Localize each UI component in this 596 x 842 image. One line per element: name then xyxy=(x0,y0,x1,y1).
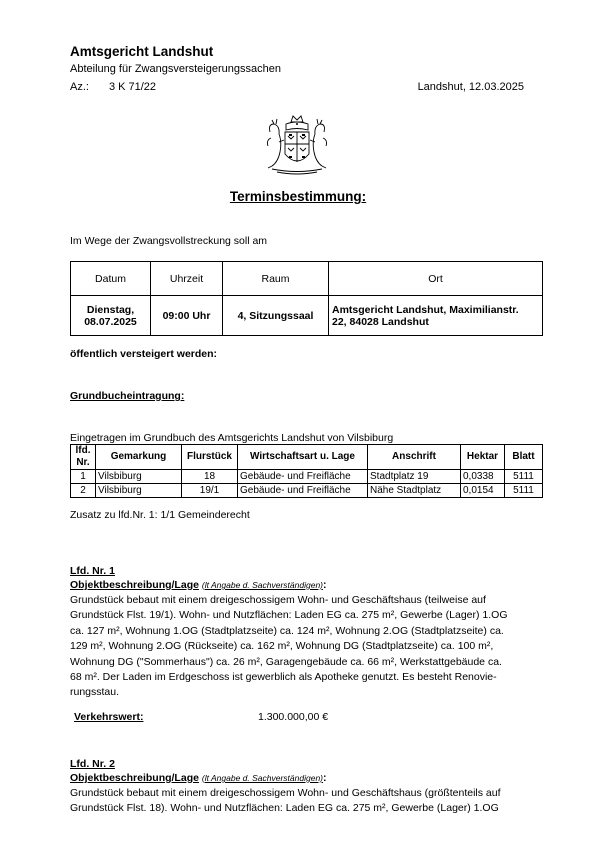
cell-blatt: 5111 xyxy=(505,484,543,498)
cell-hektar: 0,0154 xyxy=(461,484,505,498)
page-title: Terminsbestimmung: xyxy=(229,189,367,204)
cell-lfd: 2 xyxy=(71,484,96,498)
location-line-2: 22, 84028 Landshut xyxy=(332,315,429,328)
grundbuch-table xyxy=(70,444,543,498)
appointment-time: 09:00 Uhr xyxy=(151,296,223,336)
description-line: Grundstück bebaut mit einem dreigeschossigem Wohn- und Geschäftshaus (größtenteils auf xyxy=(70,787,501,799)
header-flurstueck: Flurstück xyxy=(182,445,238,470)
department: Abteilung für Zwangsversteigerungssachen xyxy=(70,63,281,75)
lfd-nr-2-heading: Lfd. Nr. 2 xyxy=(70,758,115,770)
appointment-row xyxy=(71,296,543,336)
description-line: Grundstück Flst. 18). Wohn- und Nutzflächen: Laden EG ca. 275 m², Gewerbe (Lager) 1.OG xyxy=(70,802,499,815)
lfd-1-object-label xyxy=(70,579,327,591)
verkehrswert-value: 1.300.000,00 € xyxy=(258,711,329,723)
cell-blatt: 5111 xyxy=(505,470,543,484)
cell-flurstueck: 18 xyxy=(182,470,238,484)
appointment-location xyxy=(329,296,543,336)
object-colon: : xyxy=(323,772,327,784)
header-gemarkung: Gemarkung xyxy=(96,445,182,470)
cell-hektar: 0,0338 xyxy=(461,470,505,484)
description-line: rungsstau. xyxy=(70,686,120,699)
table-row xyxy=(71,470,543,484)
header-lfd-nr xyxy=(71,445,96,470)
description-line: Grundstück bebaut mit einem dreigeschossigem Wohn- und Geschäftshaus (teilweise auf xyxy=(70,594,486,606)
az-value: 3 K 71/22 xyxy=(108,81,157,93)
grundbuch-header-row xyxy=(71,445,543,470)
court-name: Amtsgericht Landshut xyxy=(70,44,214,59)
header-raum: Raum xyxy=(223,262,329,296)
cell-lfd: 1 xyxy=(71,470,96,484)
file-number xyxy=(70,81,156,93)
lfd-1-description xyxy=(70,593,530,701)
table-row xyxy=(71,484,543,498)
cell-wirtschaftsart: Gebäude- und Freifläche xyxy=(238,470,368,484)
object-label: Objektbeschreibung/Lage xyxy=(70,772,199,784)
header-nr: Nr. xyxy=(76,457,90,468)
header-ort: Ort xyxy=(329,262,543,296)
header-wirtschaftsart: Wirtschaftsart u. Lage xyxy=(238,445,368,470)
description-line: Wohnung DG ("Sommerhaus") ca. 26 m², Garagengebäude ca. 66 m², Werkstattgebäude ca. xyxy=(70,655,502,668)
object-note: (lt Angabe d. Sachverständigen) xyxy=(201,580,323,590)
header-anschrift: Anschrift xyxy=(368,445,461,470)
lfd-2-description xyxy=(70,786,530,817)
grundbuch-heading: Grundbucheintragung: xyxy=(70,390,185,402)
object-label: Objektbeschreibung/Lage xyxy=(70,579,199,591)
object-colon: : xyxy=(323,579,327,591)
header-lfd: lfd. xyxy=(75,445,91,456)
appointment-room: 4, Sitzungssaal xyxy=(223,296,329,336)
auction-statement: öffentlich versteigert werden: xyxy=(70,348,218,360)
appointment-date-value: 08.07.2025 xyxy=(84,315,137,328)
grundbuch-registered-text: Eingetragen im Grundbuch des Amtsgerichts Landshut von Vilsbiburg xyxy=(70,432,394,444)
verkehrswert-label: Verkehrswert: xyxy=(74,711,144,723)
place-date: Landshut, 12.03.2025 xyxy=(417,81,524,93)
header-datum: Datum xyxy=(71,262,151,296)
intro-text: Im Wege der Zwangsvollstreckung soll am xyxy=(70,235,268,247)
header-hektar: Hektar xyxy=(461,445,505,470)
cell-gemarkung: Vilsbiburg xyxy=(96,470,182,484)
lfd-nr-1-heading: Lfd. Nr. 1 xyxy=(70,565,115,577)
az-label: Az.: xyxy=(70,81,89,93)
location-line-1: Amtsgericht Landshut, Maximilianstr. xyxy=(332,303,519,316)
header-uhrzeit: Uhrzeit xyxy=(151,262,223,296)
description-line: 68 m². Der Laden im Erdgeschoss ist gewerblich als Apotheke genutzt. Es besteht Renovie- xyxy=(70,671,497,684)
cell-gemarkung: Vilsbiburg xyxy=(96,484,182,498)
cell-anschrift: Stadtplatz 19 xyxy=(368,470,461,484)
description-line: 129 m², Wohnung 2.OG (Rückseite) ca. 162 m², Wohnung DG (Stadtplatzseite) ca. 100 m², xyxy=(70,640,494,653)
zusatz-note: Zusatz zu lfd.Nr. 1: 1/1 Gemeinderecht xyxy=(70,509,250,521)
appointment-header-row xyxy=(71,262,543,296)
lfd-2-object-label xyxy=(70,772,327,784)
cell-anschrift: Nähe Stadtplatz xyxy=(368,484,461,498)
appointment-table xyxy=(70,261,543,336)
appointment-date xyxy=(71,296,151,336)
cell-flurstueck: 19/1 xyxy=(182,484,238,498)
object-note: (lt Angabe d. Sachverständigen) xyxy=(201,773,323,783)
coat-of-arms-icon xyxy=(262,112,332,178)
header-blatt: Blatt xyxy=(505,445,543,470)
cell-wirtschaftsart: Gebäude- und Freifläche xyxy=(238,484,368,498)
description-line: ca. 127 m², Wohnung 1.OG (Stadtplatzseite) ca. 124 m², Wohnung 2.OG (Stadtplatzseite) ca. xyxy=(70,624,504,637)
appointment-weekday: Dienstag, xyxy=(86,303,135,316)
description-line: Grundstück Flst. 19/1). Wohn- und Nutzflächen: Laden EG ca. 275 m², Gewerbe (Lager) 1.OG xyxy=(70,609,508,622)
